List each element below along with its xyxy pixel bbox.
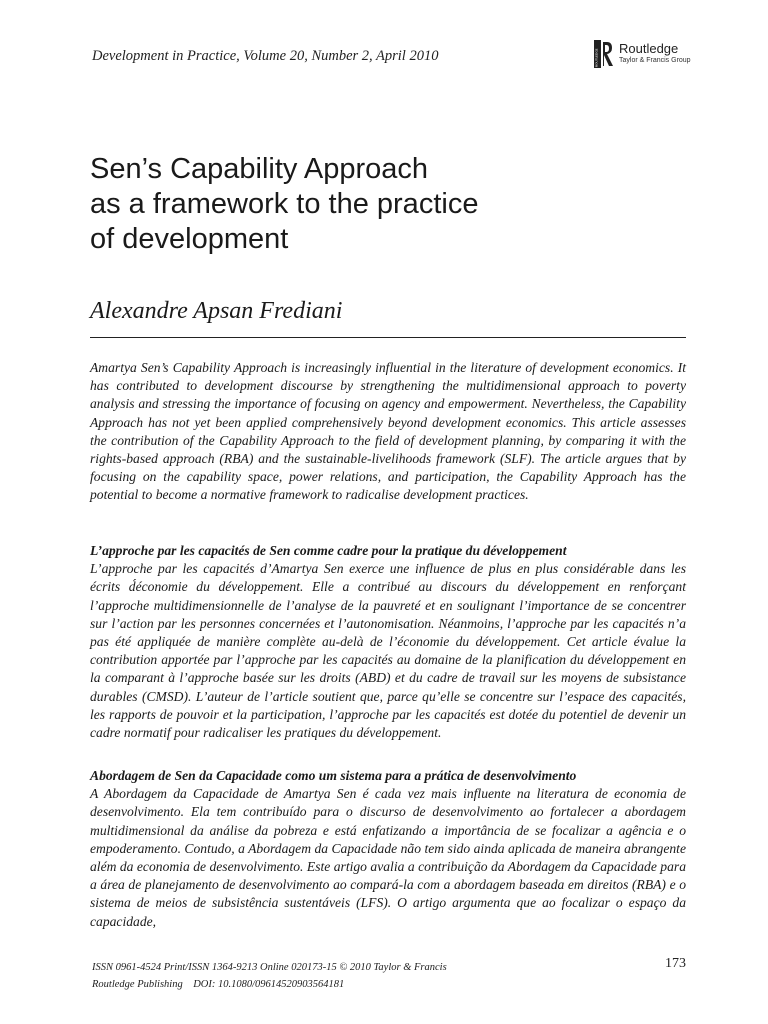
abstract-french-text: L’approche par les capacités d’Amartya Sen exerce une influence de plus en plus considérable dans les écrits d́économie du développement. Elle a contribué au discours du développement en renforçant l’approche multidimensionnelle de l’analyse de la pauvreté et en soulignant l’importance de se concentrer sur l’action par les personnes concernées et l’autonomisation. Néanmoins, l’approche par les capacités n’a pas été appliquée de manière complète au-delà de l’économie du développement. Cet article évalue la contribution apportée par l’approche par les capacités au domaine de la planification du développement en la comparant à l’approche basée sur les droits (ABD) et du cadre de travail sur les moyens de subsistance durables (CMSD). L’auteur de l’article soutient que, parce qu’elle se concentre sur l’espace des capacités, les rapports de pouvoir et la participation, l’approche par les capacités est dotée du potentiel de devenir un cadre normatif pour radicaliser les pratiques du développement. (90, 561, 686, 741)
journal-citation: Development in Practice, Volume 20, Number 2, April 2010 (92, 48, 439, 64)
title-line-2: as a framework to the practice (90, 188, 479, 220)
footer-doi: Routledge Publishing DOI: 10.1080/09614520903564181 (92, 978, 345, 990)
publisher-group: Taylor & Francis Group (619, 57, 691, 64)
abstract-portuguese-heading: Abordagem de Sen da Capacidade como um sistema para a prática de desenvolvimento (90, 768, 577, 783)
article-title (90, 152, 650, 257)
page-number: 173 (665, 956, 686, 971)
abstract-portuguese (90, 767, 686, 931)
abstract-portuguese-text: A Abordagem da Capacidade de Amartya Sen é cada vez mais influente na literatura de economia de desenvolvimento. Ela tem contribuído para o discurso de desenvolvimento ao fortalecer a abordagem multidimensional da análise da pobreza e está enfatizando a importância de se focalizar a agência e o empoderamento. Contudo, a Abordagem da Capacidade não tem sido ainda aplicada de maneira abrangente além da economia de desenvolvimento. Este artigo avalia a contribuição da Abordagem da Capacidade para a área de planejamento de desenvolvimento ao compará-la com a abordagem baseada em direitos (RBA) e o sistema de meios de subsistência sustentáveis (LFS). O artigo argumenta que ao focalizar o espaço da capacidade, (90, 786, 686, 929)
publisher-logo (594, 40, 704, 70)
abstract-english (90, 359, 686, 505)
logo-vertical-text: ROUTLEDGE (594, 48, 599, 67)
title-line-3: of development (90, 223, 289, 255)
abstract-french (90, 542, 686, 742)
routledge-logo-icon (594, 40, 614, 68)
title-line-1: Sen’s Capability Approach (90, 153, 429, 185)
title-divider (90, 337, 686, 338)
publisher-name: Routledge (619, 41, 679, 56)
footer-publication-info (92, 960, 447, 993)
abstract-english-text: Amartya Sen’s Capability Approach is increasingly influential in the literature of development economics. It has contributed to development discourse by strengthening the multidimensional approach to poverty analysis and stressing the importance of focusing on agency and empowerment. Nevertheless, the Capability Approach has not yet been applied comprehensively beyond development economics. This article assesses the contribution of the Capability Approach to the field of development planning, by comparing it with the rights-based approach (RBA) and the sustainable-livelihoods framework (SLF). The article argues that by focusing on the capability space, power relations, and participation, the Capability Approach has the potential to become a normative framework to radicalise development practices. (90, 360, 686, 503)
footer-issn: ISSN 0961-4524 Print/ISSN 1364-9213 Online 020173-15 © 2010 Taylor & Francis (92, 962, 447, 973)
article-author: Alexandre Apsan Frediani (90, 298, 343, 324)
abstract-french-heading: L’approche par les capacités de Sen comme cadre pour la pratique du développement (90, 543, 567, 558)
